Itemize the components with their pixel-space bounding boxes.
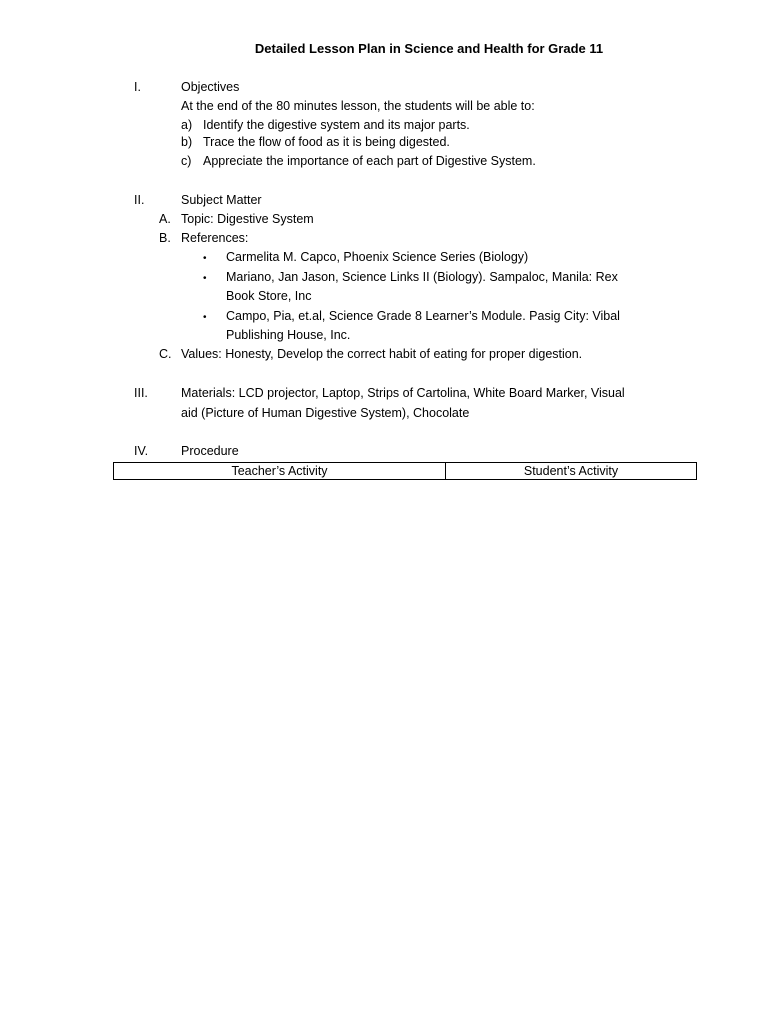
reference-item: Mariano, Jan Jason, Science Links II (Biology). Sampaloc, Manila: Rex <box>226 270 618 284</box>
list-marker: c) <box>181 154 192 168</box>
list-marker: b) <box>181 135 193 149</box>
reference-item: Campo, Pia, et.al, Science Grade 8 Learner’s Module. Pasig City: Vibal <box>226 309 620 323</box>
list-marker: a) <box>181 118 193 132</box>
references-label: References: <box>181 231 249 245</box>
materials-line: Materials: LCD projector, Laptop, Strips of Cartolina, White Board Marker, Visual <box>181 386 625 400</box>
section-numeral: II. <box>134 193 145 207</box>
topic-line: Topic: Digestive System <box>181 212 314 226</box>
reference-item-continued: Book Store, Inc <box>226 289 312 303</box>
bullet-icon: • <box>203 273 207 284</box>
document-title: Detailed Lesson Plan in Science and Health for Grade 11 <box>254 41 604 56</box>
list-marker: A. <box>159 212 171 226</box>
section-heading: Procedure <box>181 444 239 458</box>
objective-item: Appreciate the importance of each part of Digestive System. <box>203 154 536 168</box>
objective-item: Trace the flow of food as it is being digested. <box>203 135 450 149</box>
objective-item: Identify the digestive system and its major parts. <box>203 118 470 132</box>
reference-item: Carmelita M. Capco, Phoenix Science Series (Biology) <box>226 250 529 264</box>
section-heading: Objectives <box>181 80 240 94</box>
list-marker: B. <box>159 231 171 245</box>
table-header-row <box>114 463 697 480</box>
bullet-icon: • <box>203 312 207 323</box>
section-numeral: IV. <box>134 444 149 458</box>
bullet-icon: • <box>203 253 207 264</box>
list-marker: C. <box>159 347 172 361</box>
reference-item-continued: Publishing House, Inc. <box>226 328 351 342</box>
table-header-student-activity: Student’s Activity <box>446 463 697 480</box>
values-line: Values: Honesty, Develop the correct habit of eating for proper digestion. <box>181 347 583 361</box>
section-heading: Subject Matter <box>181 193 262 207</box>
materials-line-continued: aid (Picture of Human Digestive System), Chocolate <box>181 406 470 420</box>
section-numeral: III. <box>134 386 148 400</box>
procedure-table <box>113 462 697 480</box>
objectives-intro: At the end of the 80 minutes lesson, the students will be able to: <box>181 99 535 113</box>
table-header-teacher-activity: Teacher’s Activity <box>114 463 446 480</box>
section-numeral: I. <box>134 80 141 94</box>
